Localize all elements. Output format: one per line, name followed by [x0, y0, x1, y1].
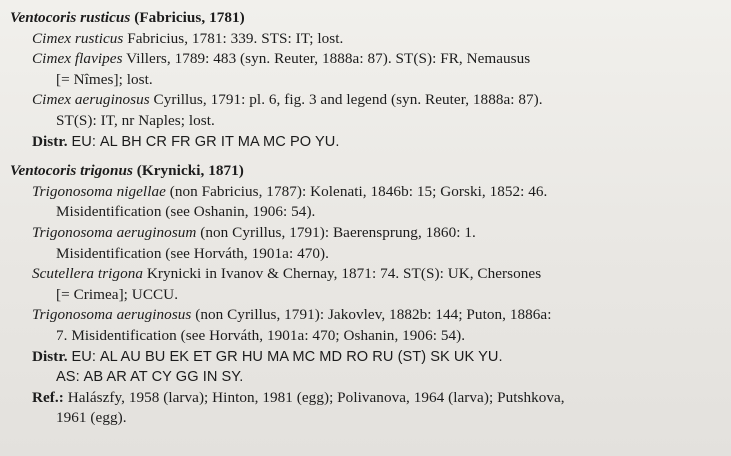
reference-text: Halászfy, 1958 (larva); Hinton, 1981 (egg); Polivanova, 1964 (larva); Putshkova,	[67, 388, 565, 406]
synonym-details: Villers, 1789: 483 (syn. Reuter, 1888a: 87). ST(S): FR, Nemausus	[122, 50, 531, 68]
distribution-line	[10, 132, 721, 153]
continuation-line: [= Crimea]; UCCU.	[56, 285, 179, 303]
continuation-line: 1961 (egg).	[56, 409, 127, 427]
synonym-details: Cyrillus, 1791: pl. 6, fig. 3 and legend (syn. Reuter, 1888a: 87).	[149, 91, 543, 109]
synonym-line	[10, 29, 721, 50]
distribution-values: AL BH CR FR GR IT MA MC PO YU.	[99, 133, 340, 150]
synonym-details: Krynicki in Ivanov & Chernay, 1871: 74. ST(S): UK, Chersones	[143, 265, 542, 283]
species-entry	[10, 8, 721, 152]
synonym-line	[10, 305, 721, 326]
reference-line	[10, 388, 721, 409]
synonym-name: Trigonosoma aeruginosus	[32, 306, 192, 324]
distribution-label: Distr.	[32, 132, 68, 150]
continuation-line: Misidentification (see Horváth, 1901a: 470).	[56, 244, 329, 262]
species-name: Ventocoris rusticus	[10, 9, 131, 26]
synonym-line	[10, 182, 721, 203]
reference-label: Ref.:	[32, 388, 64, 406]
synonym-name: Cimex flavipes	[32, 50, 123, 68]
distribution-line-asia	[10, 367, 721, 388]
distribution-region: EU:	[71, 133, 96, 150]
continuation-line: [= Nîmes]; lost.	[56, 70, 153, 88]
synonym-line	[10, 90, 721, 111]
synonym-details: (non Cyrillus, 1791): Jakovlev, 1882b: 144; Puton, 1886a:	[191, 306, 552, 324]
continuation-line: ST(S): IT, nr Naples; lost.	[56, 111, 215, 129]
distribution-region: AS:	[56, 369, 80, 386]
distribution-values: AL AU BU EK ET GR HU MA MC MD RO RU (ST) SK UK YU.	[99, 348, 503, 365]
continuation-line: Misidentification (see Oshanin, 1906: 54).	[56, 203, 316, 221]
distribution-label: Distr.	[32, 347, 68, 365]
species-entry	[10, 161, 721, 429]
continuation-line: 7. Misidentification (see Horváth, 1901a: 470; Oshanin, 1906: 54).	[56, 326, 466, 344]
distribution-region: EU:	[71, 348, 96, 365]
species-heading	[10, 161, 721, 182]
synonym-line	[10, 49, 721, 70]
distribution-values: AB AR AT CY GG IN SY.	[83, 369, 244, 386]
species-heading	[10, 8, 721, 29]
species-name: Ventocoris trigonus	[10, 162, 133, 180]
species-author: (Krynicki, 1871)	[136, 162, 244, 180]
synonym-details: (non Cyrillus, 1791): Baerensprung, 1860: 1.	[196, 223, 476, 241]
synonym-name: Scutellera trigona	[32, 265, 143, 283]
synonym-line	[10, 223, 721, 244]
synonym-name: Trigonosoma aeruginosum	[32, 223, 197, 241]
synonym-details: (non Fabricius, 1787): Kolenati, 1846b: 15; Gorski, 1852: 46.	[165, 182, 548, 200]
synonym-name: Cimex rusticus	[32, 29, 124, 47]
synonym-name: Trigonosoma nigellae	[32, 182, 166, 200]
distribution-line	[10, 347, 721, 368]
species-author: (Fabricius, 1781)	[134, 9, 245, 26]
synonym-name: Cimex aeruginosus	[32, 91, 150, 109]
synonym-details: Fabricius, 1781: 339. STS: IT; lost.	[123, 29, 344, 47]
synonym-line	[10, 264, 721, 285]
